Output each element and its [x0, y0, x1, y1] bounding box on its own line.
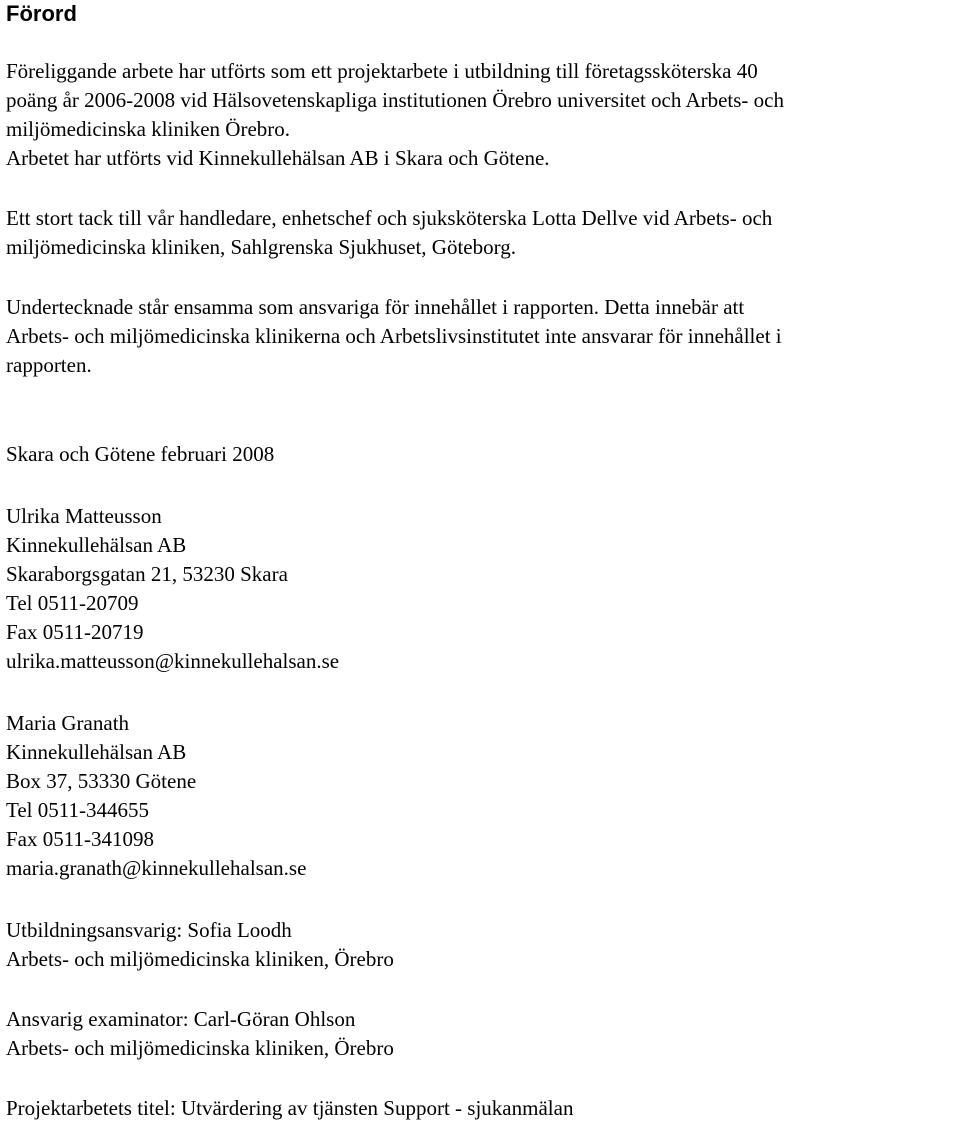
responsibility-line: Undertecknade står ensamma som ansvariga för innehållet i rapporten. Detta innebär att [6, 295, 745, 319]
intro-line: Arbetet har utförts vid Kinnekullehälsan AB i Skara och Götene. [6, 146, 550, 170]
author-company: Kinnekullehälsan AB [6, 740, 187, 764]
author-contact-1 [6, 502, 956, 676]
examiner [6, 1005, 956, 1063]
responsibility-paragraph [6, 293, 956, 380]
author-address: Skaraborgsgatan 21, 53230 Skara [6, 562, 288, 586]
author-fax: Fax 0511-20719 [6, 620, 144, 644]
education-lead-affiliation: Arbets- och miljömedicinska kliniken, Örebro [6, 947, 394, 971]
place-date-text: Skara och Götene februari 2008 [6, 442, 275, 466]
examiner-affiliation: Arbets- och miljömedicinska kliniken, Örebro [6, 1036, 394, 1060]
thanks-line: Ett stort tack till vår handledare, enhetschef och sjuksköterska Lotta Dellve vid Arbets- och [6, 206, 773, 230]
author-name: Maria Granath [6, 711, 130, 735]
author-contact-2 [6, 709, 956, 883]
place-date [6, 440, 956, 469]
author-fax: Fax 0511-341098 [6, 827, 154, 851]
examiner-name: Ansvarig examinator: Carl-Göran Ohlson [6, 1007, 356, 1031]
education-lead [6, 916, 956, 974]
project-title [6, 1094, 956, 1123]
education-lead-name: Utbildningsansvarig: Sofia Loodh [6, 918, 292, 942]
author-address: Box 37, 53330 Götene [6, 769, 197, 793]
intro-paragraph [6, 57, 956, 173]
author-tel: Tel 0511-344655 [6, 798, 149, 822]
author-tel: Tel 0511-20709 [6, 591, 139, 615]
intro-line: poäng år 2006-2008 vid Hälsovetenskapliga institutionen Örebro universitet och Arbets- och [6, 88, 784, 112]
author-name: Ulrika Matteusson [6, 504, 162, 528]
author-email: maria.granath@kinnekullehalsan.se [6, 856, 307, 880]
author-email: ulrika.matteusson@kinnekullehalsan.se [6, 649, 340, 673]
intro-line: Föreliggande arbete har utförts som ett projektarbete i utbildning till företagssköterska 40 [6, 59, 758, 83]
responsibility-line: rapporten. [6, 353, 92, 377]
project-title-text: Projektarbetets titel: Utvärdering av tjänsten Support - sjukanmälan [6, 1096, 574, 1120]
author-company: Kinnekullehälsan AB [6, 533, 187, 557]
page-title: Förord [6, 1, 77, 26]
responsibility-line: Arbets- och miljömedicinska klinikerna och Arbetslivsinstitutet inte ansvarar för innehållet i [6, 324, 782, 348]
intro-line: miljömedicinska kliniken Örebro. [6, 117, 291, 141]
thanks-paragraph [6, 204, 956, 262]
thanks-line: miljömedicinska kliniken, Sahlgrenska Sjukhuset, Göteborg. [6, 235, 516, 259]
